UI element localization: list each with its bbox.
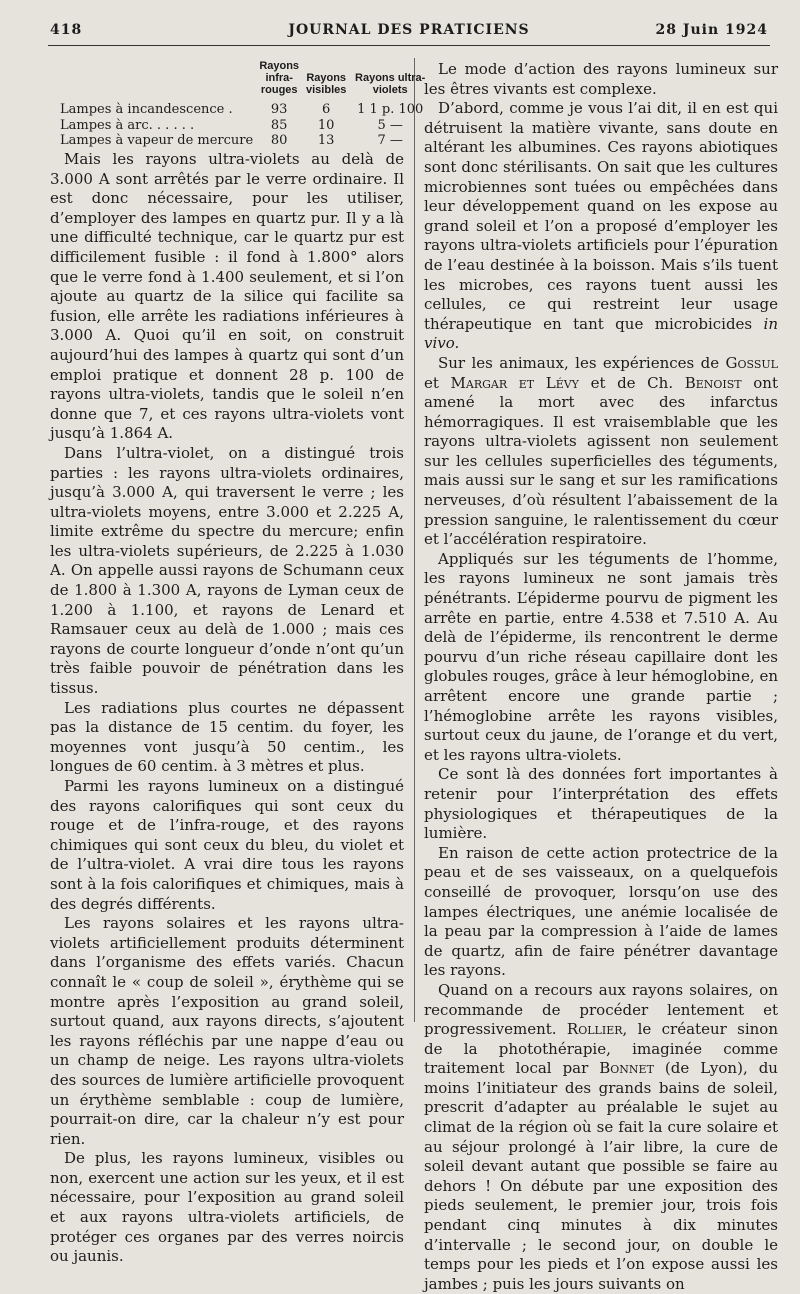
- paragraph: [424, 981, 778, 1294]
- paragraph-text: (de Lyon), du moins l’initiateur des grands bains de soleil, prescrit d’adapter au préalable le sujet au climat de la région où se fait la cure solaire et au séjour prolongé à l’air libre, la cure de soleil devant autant que possible se faire au dehors ! On débute par une exposition des pieds seulement, le premier jour, trois fois pendant cinq minutes à dix minutes d’intervalle ; le second jour, on double le temps pour les pieds et l’on expose aussi les jambes ; puis les jours suivants on: [424, 1059, 778, 1293]
- paragraph: [424, 354, 778, 550]
- paragraph: Appliqués sur les téguments de l’homme, les rayons lumineux ne sont jamais très pénétrants. L’épiderme pourvu de pigment les arrête en partie, entre 4.538 et 7.510 A. Au delà de l’épiderme, ils rencontrent le derme pourvu d’un riche réseau capillaire dont les globules rouges, grâce à leur hémoglobine, en arrêtent encore une grande partie ; l’hémoglobine arrête les rayons visibles, surtout ceux du jaune, de l’orange et du vert, et les rayons ultra-violets.: [424, 549, 778, 764]
- row-label: Lampes à incandescence .: [60, 102, 233, 117]
- paragraph: De plus, les rayons lumineux, visibles ou non, exercent une action sur les yeux, et il est nécessaire, pour l’exposition au grand soleil et aux rayons ultra-violets artificiels, de protéger ces organes par des verres noircis ou jaunis.: [50, 1149, 404, 1266]
- paragraph-text: D’abord, comme je vous l’ai dit, il en est qui détruisent la matière vivante, sans doute en altérant les albumines. Ces rayons abiotiques sont donc stérilisants. On sait que les cultures microbiennes sont tuées ou empêchées dans leur développement quand on les expose au grand soleil et l’on a proposé d’employer les rayons ultra-violets artificiels pour l’épuration de l’eau destinée à la boisson. Mais s’ils tuent les microbes, ces rayons tuent aussi les cellules, ce qui restreint leur usage thérapeutique en tant que microbicides: [424, 99, 778, 333]
- cell-infra: 93: [270, 102, 288, 117]
- ray-table: [60, 60, 433, 149]
- cell-ultra: 1 1 p. 100: [357, 102, 424, 117]
- paragraph-text: Sur les animaux, les expériences de: [438, 353, 720, 372]
- paragraph-text: et de Ch.: [590, 373, 674, 392]
- table-row: [60, 118, 433, 134]
- issue-date: 28 Juin 1924: [655, 22, 768, 38]
- paragraph: Les rayons solaires et les rayons ultra-violets artificiellement produits déterminent dans l’organisme des effets variés. Chacun connaît le « coup de soleil », érythème qui se montre après l’exposition au grand soleil, surtout quand, aux rayons directs, s’ajoutent les rayons réfléchis par une nappe d’eau ou un champ de neige. Les rayons ultra-violets des sources de lumière artificielle provoquent un érythème semblable : coup de lumière, pourrait-on dire, car la chaleur n’y est pour rien.: [50, 914, 404, 1148]
- cell-ultra: 7 —: [377, 133, 403, 148]
- author-name: Bonnet: [599, 1059, 654, 1078]
- author-name: Rollier: [566, 1020, 623, 1039]
- col-header-ultra: Rayons ultra-violets: [355, 72, 426, 96]
- ray-table-corner: [60, 60, 253, 102]
- paragraph: [424, 99, 778, 354]
- cell-visible: 10: [317, 117, 335, 133]
- paragraph: Dans l’ultra-violet, on a distingué trois parties : les rayons ultra-violets ordinaires, jusqu’à 3.000 A, qui traversent le verre ; les ultra-violets moyens, entre 3.000 et 2.225 A, limite extrême du spectre du mercure; enfin les ultra-violets supérieurs, de 2.225 à 1.030 A. On appelle aussi rayons de Schumann ceux de 1.800 à 1.300 A, rayons de Lyman ceux de 1.200 à 1.100, et rayons de Lenard et Ramsauer ceux au delà de 1.000 ; mais ces rayons de courte longueur d’onde n’ont qu’un très faible pouvoir de pénétration dans les tissus.: [50, 443, 404, 698]
- author-name: Benoist: [684, 373, 742, 392]
- author-name: Margar et Lévy: [450, 373, 579, 392]
- col-header-infra: Rayons infra-rouges: [259, 60, 300, 96]
- paragraph-text: et: [424, 373, 439, 392]
- paragraph: Ce sont là des données fort importantes à retenir pour l’interprétation des effets physiologiques et thérapeutiques de la lumière.: [424, 765, 778, 843]
- cell-infra: 85: [270, 117, 288, 133]
- paragraph-text: , le créateur sinon de la photothérapie, imaginée comme traitement local par: [424, 1020, 778, 1078]
- italic-term: in vivo.: [424, 314, 778, 353]
- table-row: [60, 102, 433, 118]
- page-header: [50, 22, 768, 42]
- cell-visible: 13: [317, 133, 335, 148]
- column-divider: [414, 58, 415, 1022]
- row-label: Lampes à vapeur de mercure: [60, 133, 254, 148]
- paragraph: Le mode d’action des rayons lumineux sur les êtres vivants est complexe.: [424, 60, 778, 98]
- cell-visible: 6: [322, 102, 331, 117]
- right-column: [424, 60, 778, 1294]
- journal-title: JOURNAL DES PRATICIENS: [288, 22, 530, 38]
- left-column: [50, 150, 404, 1267]
- ray-table-header-row: [60, 60, 433, 102]
- author-name: Gossul: [725, 353, 778, 372]
- row-label: Lampes à arc. . . . . .: [60, 117, 195, 133]
- table-row: [60, 133, 433, 149]
- paragraph: Parmi les rayons lumineux on a distingué des rayons calorifiques qui sont ceux du rouge et de l’infra-rouge, et des rayons chimiques qui sont ceux du bleu, du violet et de l’ultra-violet. A vrai dire tous les rayons sont à la fois calorifiques et chimiques, mais à des degrés différents.: [50, 777, 404, 913]
- paragraph: En raison de cette action protectrice de la peau et de ses vaisseaux, on a quelquefois conseillé de provoquer, lorsqu’on use des lampes électriques, une anémie localisée de la peau par la compression à l’aide de lames de quartz, afin de faire pénétrer davantage les rayons.: [424, 843, 778, 980]
- cell-infra: 80: [270, 133, 288, 148]
- paragraph: Les radiations plus courtes ne dépassent pas la distance de 15 centim. du foyer, les moyennes vont jusqu’à 50 centim., les longues de 60 centim. à 3 mètres et plus.: [50, 698, 404, 776]
- cell-ultra: 5 —: [377, 117, 403, 133]
- paragraph-text: Quand on a recours aux rayons solaires, on recommande de procéder lentement et progressivement.: [424, 980, 778, 1039]
- paragraph: Mais les rayons ultra-violets au delà de 3.000 A sont arrêtés par le verre ordinaire. Il est donc nécessaire, pour les utiliser, d’employer des lampes en quartz pur. Il y a là une difficulté technique, car le quartz pur est difficilement fusible : il fond à 1.800° alors que le verre fond à 1.400 seulement, et si l’on ajoute au quartz de la silice qui facilite sa fusion, elle arrête les radiations inférieures à 3.000 A. Quoi qu’il en soit, on construit aujourd’hui des lampes à quartz qui sont d’un emploi pratique et donnent 28 p. 100 de rayons ultra-violets, tandis que le soleil n’en donne que 7, et ces rayons ultra-violets vont jusqu’à 1.864 A.: [50, 150, 404, 443]
- col-header-visible: Rayons visibles: [306, 72, 347, 96]
- header-rule: [48, 45, 770, 46]
- page-number: 418: [50, 22, 83, 38]
- paragraph-text: ont amené la mort avec des infarctus hémorragiques. Il est vraisemblable que les rayons ultra-violets agissent non seulement sur les cellules superficielles des téguments, mais aussi sur le sang et sur les ramifications nerveuses, d’où résultent l’abaissement de la pression sanguine, le ralentissement du cœur et l’accélération respiratoire.: [424, 373, 778, 549]
